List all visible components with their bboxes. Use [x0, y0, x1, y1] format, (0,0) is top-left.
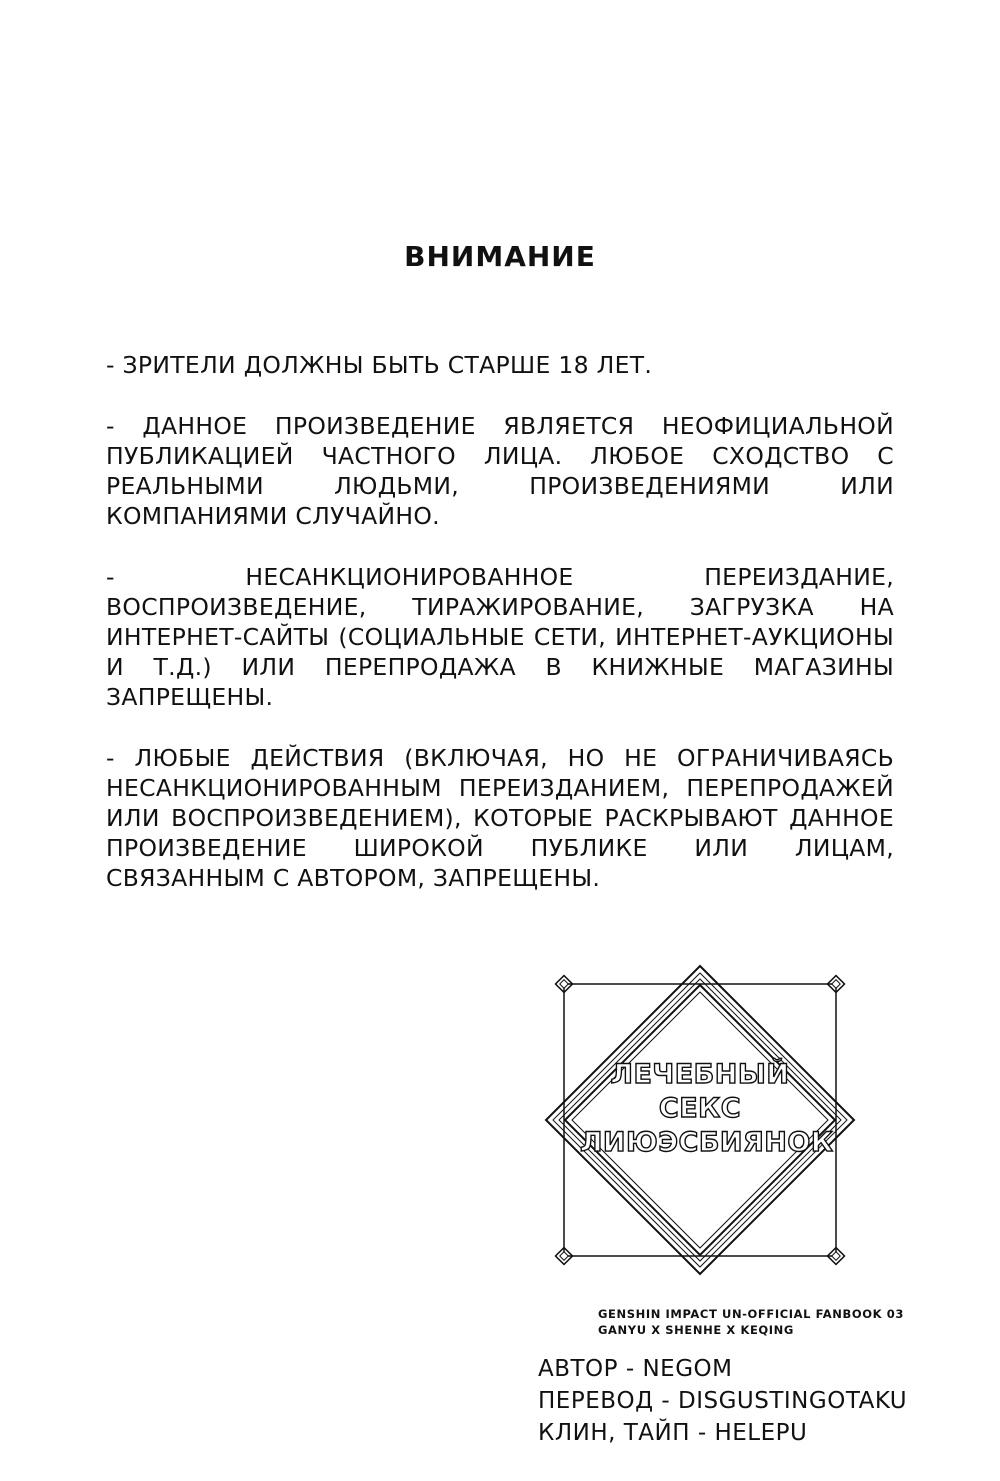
credit-author: АВТОР - NEGOM	[538, 1356, 733, 1382]
notice-reproduction: - НЕСАНКЦИОНИРОВАННОЕ ПЕРЕИЗДАНИЕ, ВОСПРОИЗВЕДЕНИЕ, ТИРАЖИРОВАНИЕ, ЗАГРУЗКА НА ИНТЕРНЕТ-САЙТЫ (СОЦИАЛЬНЫЕ СЕТИ, ИНТЕРНЕТ-АУКЦИОНЫ И Т.Д.) ИЛИ ПЕРЕПРОДАЖА В КНИЖНЫЕ МАГАЗИНЫ ЗАПРЕЩЕНЫ.	[106, 563, 894, 711]
book-characters: GANYU X SHENHE X KEQING	[598, 1323, 794, 1337]
credit-cleaning: КЛИН, ТАЙП - HELEPU	[538, 1420, 808, 1446]
warning-title: ВНИМАНИЕ	[404, 240, 596, 273]
notice-age: - ЗРИТЕЛИ ДОЛЖНЫ БЫТЬ СТАРШЕ 18 ЛЕТ.	[106, 351, 653, 379]
credit-translation: ПЕРЕВОД - DISGUSTINGOTAKU	[538, 1388, 908, 1414]
credits	[538, 1353, 907, 1449]
book-series: GENSHIN IMPACT UN-OFFICIAL FANBOOK 03	[598, 1307, 904, 1321]
notice-list	[106, 350, 894, 924]
badge-title-line-1: ЛЕЧЕБНЫЙ	[610, 1059, 790, 1090]
badge-title-line-3: ЛИЮЭСБИЯНОК	[580, 1127, 834, 1158]
book-meta	[598, 1306, 904, 1338]
title-badge	[540, 960, 860, 1280]
notice-unofficial: - ДАННОЕ ПРОИЗВЕДЕНИЕ ЯВЛЯЕТСЯ НЕОФИЦИАЛЬНОЙ ПУБЛИКАЦИЕЙ ЧАСТНОГО ЛИЦА. ЛЮБОЕ СХОДСТВО С РЕАЛЬНЫМИ ЛЮДЬМИ, ПРОИЗВЕДЕНИЯМИ ИЛИ КОМПАНИЯМИ СЛУЧАЙНО.	[106, 412, 894, 530]
badge-title-line-2: СЕКС	[658, 1093, 742, 1124]
notice-disclosure: - ЛЮБЫЕ ДЕЙСТВИЯ (ВКЛЮЧАЯ, НО НЕ ОГРАНИЧИВАЯСЬ НЕСАНКЦИОНИРОВАННЫМ ПЕРЕИЗДАНИЕМ, ПЕРЕПРОДАЖЕЙ ИЛИ ВОСПРОИЗВЕДЕНИЕМ), КОТОРЫЕ РАСКРЫВАЮТ ДАННОЕ ПРОИЗВЕДЕНИЕ ШИРОКОЙ ПУБЛИКЕ ИЛИ ЛИЦАМ, СВЯЗАННЫМ С АВТОРОМ, ЗАПРЕЩЕНЫ.	[106, 744, 894, 892]
badge-title	[580, 1058, 834, 1160]
